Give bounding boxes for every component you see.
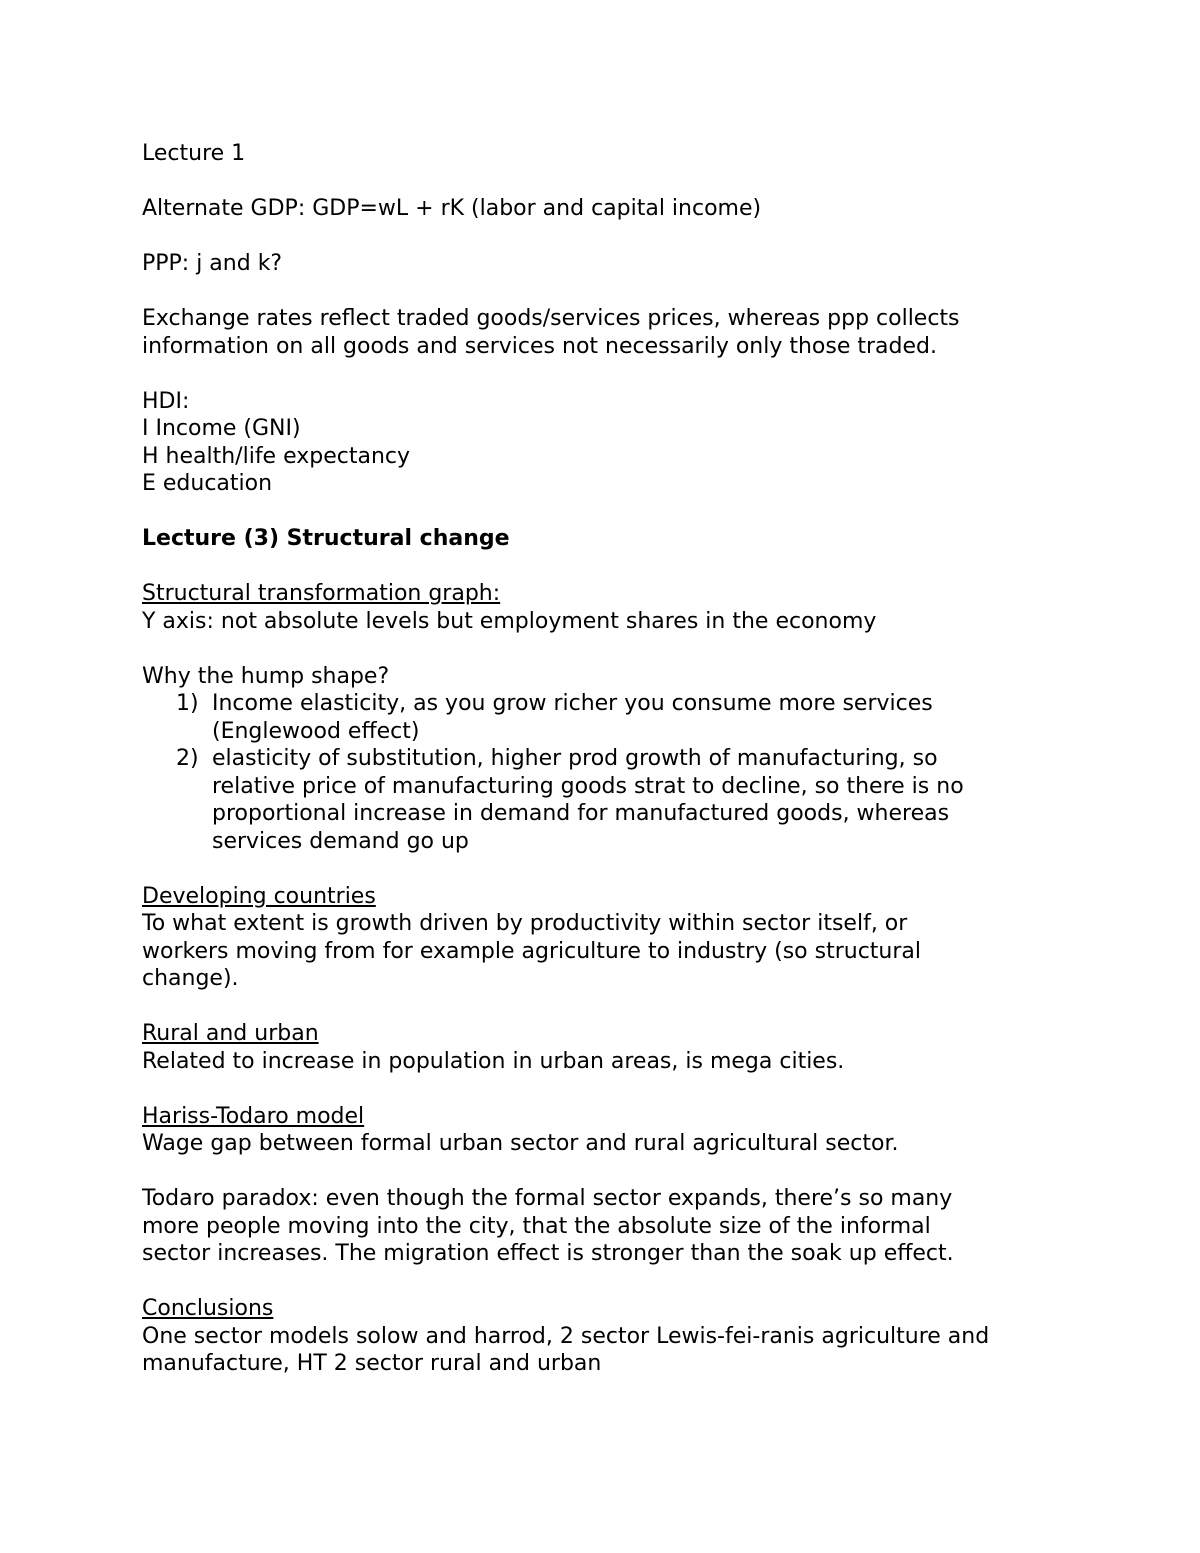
structural-graph-section bbox=[142, 580, 1082, 635]
list-number: 1) bbox=[176, 691, 199, 716]
text-line: elasticity of substitution, higher prod growth of manufacturing, so bbox=[212, 746, 938, 771]
text-line: relative price of manufacturing goods strat to decline, so there is no bbox=[212, 773, 964, 799]
text-line: information on all goods and services not necessarily only those traded. bbox=[142, 333, 937, 359]
lecture-3-title: Lecture (3) Structural change bbox=[142, 526, 510, 551]
text-line: workers moving from for example agriculture to industry (so structural bbox=[142, 938, 922, 964]
gdp-definition: Alternate GDP: GDP=wL + rK (labor and capital income) bbox=[142, 196, 762, 221]
ppp-note: PPP: j and k? bbox=[142, 251, 283, 276]
conclusions-section bbox=[142, 1295, 1082, 1378]
section-text: Y axis: not absolute levels but employment shares in the economy bbox=[142, 608, 877, 634]
hump-reasons-list bbox=[142, 690, 1082, 855]
text-line: proportional increase in demand for manufactured goods, whereas bbox=[212, 801, 950, 826]
developing-countries-section bbox=[142, 883, 1082, 993]
text-line: One sector models solow and harrod, 2 sector Lewis-fei-ranis agriculture and bbox=[142, 1323, 990, 1349]
section-heading: Rural and urban bbox=[142, 1021, 319, 1046]
hdi-item-health: H health/life expectancy bbox=[142, 443, 411, 469]
hdi-item-education: E education bbox=[142, 471, 273, 496]
section-heading: Structural transformation graph: bbox=[142, 581, 501, 606]
lecture-1-title: Lecture 1 bbox=[142, 141, 246, 166]
section-text: Wage gap between formal urban sector and rural agricultural sector. bbox=[142, 1131, 899, 1156]
text-line: manufacture, HT 2 sector rural and urban bbox=[142, 1351, 602, 1376]
section-heading: Developing countries bbox=[142, 883, 376, 909]
list-item bbox=[142, 745, 1082, 855]
todaro-paradox-paragraph bbox=[142, 1185, 1082, 1268]
text-line: more people moving into the city, that the absolute size of the informal bbox=[142, 1213, 931, 1239]
text-line: Exchange rates reflect traded goods/services prices, whereas ppp collects bbox=[142, 306, 960, 331]
section-heading: Conclusions bbox=[142, 1296, 274, 1321]
text-line: sector increases. The migration effect is stronger than the soak up effect. bbox=[142, 1241, 954, 1266]
document-body bbox=[142, 140, 1082, 1378]
list-number: 2) bbox=[176, 746, 199, 771]
text-line: services demand go up bbox=[212, 828, 469, 854]
text-line: To what extent is growth driven by productivity within sector itself, or bbox=[142, 911, 908, 936]
hariss-todaro-section bbox=[142, 1103, 1082, 1158]
hdi-item-income: I Income (GNI) bbox=[142, 416, 301, 441]
rural-urban-section bbox=[142, 1020, 1082, 1075]
section-text: Related to increase in population in urban areas, is mega cities. bbox=[142, 1048, 845, 1074]
text-line: Todaro paradox: even though the formal sector expands, there’s so many bbox=[142, 1186, 953, 1211]
hump-question: Why the hump shape? bbox=[142, 663, 390, 689]
exchange-rates-paragraph bbox=[142, 305, 1082, 360]
list-item bbox=[142, 690, 1082, 745]
text-line: Income elasticity, as you grow richer you consume more services bbox=[212, 691, 933, 716]
text-line: (Englewood effect) bbox=[212, 718, 420, 744]
section-heading: Hariss-Todaro model bbox=[142, 1103, 365, 1129]
hump-shape-section bbox=[142, 663, 1082, 856]
text-line: change). bbox=[142, 966, 239, 991]
hdi-block bbox=[142, 388, 1082, 498]
hdi-title: HDI: bbox=[142, 388, 190, 414]
